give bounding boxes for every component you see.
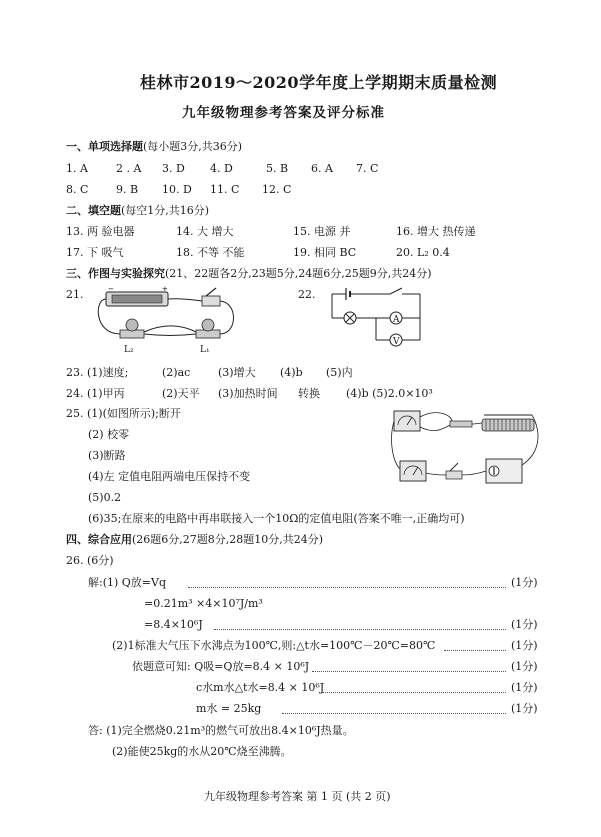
q24-part5: (4)b (5)2.0×10³ (346, 387, 433, 400)
solution-score-1: (1分) (511, 576, 538, 589)
fig21-label-l1: L₁ (200, 345, 210, 355)
page-subtitle: 九年级物理参考答案及评分标准 (182, 105, 385, 121)
q24-part1: 24. (1)甲丙 (66, 387, 125, 400)
section-4-heading (66, 533, 323, 547)
lamp-l1 (196, 319, 220, 338)
q24-part3: (3)加热时间 (218, 387, 278, 400)
solution-line-4: (2)1标准大气压下水沸点为100℃,则:△t水=100℃－20℃=80℃ (112, 639, 436, 652)
q23-part5: (5)内 (326, 366, 353, 379)
switch-device (446, 471, 462, 479)
answer-line-2: (2)能使25kg的水从20℃烧至沸腾。 (112, 745, 292, 758)
q23-part3: (3)增大 (218, 366, 256, 379)
fixed-resistor (450, 421, 472, 427)
section-3-heading (66, 267, 432, 281)
section-1-note: (每小题3分,共36分) (143, 140, 243, 153)
q23-part4: (4)b (280, 366, 303, 379)
answer-1: 1. A (66, 162, 88, 175)
solution-line-7: m水 = 25kg (196, 702, 262, 715)
solution-line-1: 解:(1) Q放=Vq (88, 576, 167, 589)
section-2-heading (66, 204, 209, 218)
fig22-label-ammeter: A (393, 315, 400, 325)
answer-18: 18. 不等 不能 (176, 246, 245, 259)
solution-score-4: (1分) (511, 639, 538, 652)
solution-line-6: c水m水△t水=8.4 × 10⁶J (196, 681, 325, 694)
answer-3: 3. D (162, 162, 185, 175)
section-3-title: 三、作图与实验探究 (66, 267, 165, 280)
page-footer: 九年级物理参考答案 第 1 页 (共 2 页) (204, 790, 391, 803)
answer-4: 4. D (210, 162, 233, 175)
q25-line1: 25. (1)(如图所示);断开 (66, 407, 181, 420)
section-1-title: 一、单项选择题 (66, 140, 143, 153)
switch (202, 296, 220, 306)
q26-heading: 26. (6分) (66, 554, 114, 567)
section-3-note: (21、22题各2分,23题5分,24题6分,25题9分,共24分) (165, 267, 432, 280)
svg-text:−: − (108, 285, 114, 293)
q23-part1: 23. (1)速度; (66, 366, 129, 379)
answer-12: 12. C (262, 183, 292, 196)
switch-symbol (390, 288, 402, 294)
answer-14: 14. 大 增大 (176, 225, 234, 238)
figure-21-circuit (92, 284, 240, 356)
q24-part2: (2)天平 (162, 387, 200, 400)
svg-text:+: + (162, 285, 168, 293)
q21-label: 21. (66, 288, 84, 301)
q25-line5: (5)0.2 (88, 491, 122, 504)
q25-line2: (2) 校零 (88, 428, 130, 441)
section-2-title: 二、填空题 (66, 204, 121, 217)
answer-5: 5. B (266, 162, 289, 175)
q22-label: 22. (298, 288, 316, 301)
answer-20: 20. L₂ 0.4 (396, 246, 450, 259)
voltmeter-device (394, 411, 420, 431)
solution-line-2: =0.21m³ ×4×10⁷J/m³ (144, 597, 263, 610)
fig21-label-l2: L₂ (124, 345, 134, 355)
answer-11: 11. C (210, 183, 240, 196)
figure-25-apparatus (390, 403, 542, 499)
answer-9: 9. B (116, 183, 139, 196)
solution-line-3: =8.4×10⁶J (144, 618, 203, 631)
q25-line6: (6)35;在原来的电路中再串联接入一个10Ω的定值电阻(答案不唯一,正确均可) (88, 512, 465, 525)
section-4-note: (26题6分,27题8分,28题10分,共24分) (132, 533, 324, 546)
answer-16: 16. 增大 热传递 (396, 225, 476, 238)
figure-22-circuit (326, 284, 426, 354)
answer-10: 10. D (162, 183, 192, 196)
answer-17: 17. 下 吸气 (66, 246, 124, 259)
solution-score-6: (1分) (511, 681, 538, 694)
solution-score-3: (1分) (511, 618, 538, 631)
section-2-note: (每空1分,共16分) (121, 204, 210, 217)
page-title: 桂林市2019～2020学年度上学期期末质量检测 (140, 73, 498, 92)
answer-2: 2 . A (116, 162, 142, 175)
answer-6: 6. A (311, 162, 333, 175)
section-4-title: 四、综合应用 (66, 533, 132, 546)
q23-part2: (2)ac (162, 366, 191, 379)
q25-line3: (3)断路 (88, 449, 126, 462)
answer-7: 7. C (356, 162, 379, 175)
solution-score-5: (1分) (511, 660, 538, 673)
section-1-heading (66, 140, 242, 154)
answer-19: 19. 相同 BC (293, 246, 357, 259)
solution-line-5: 依题意可知: Q吸=Q放=8.4 × 10⁶J (132, 660, 310, 673)
fig22-label-voltmeter: V (393, 337, 400, 347)
answer-8: 8. C (66, 183, 89, 196)
q25-line4: (4)左 定值电阻两端电压保持不变 (88, 470, 251, 483)
ammeter-device (400, 461, 426, 481)
answer-15: 15. 电源 并 (293, 225, 351, 238)
answer-line-1: 答: (1)完全燃烧0.21m³的燃气可放出8.4×10⁶J热量。 (88, 724, 354, 737)
lamp-l2 (120, 319, 144, 338)
answer-13: 13. 两 验电器 (66, 225, 135, 238)
q24-part4: 转换 (298, 387, 320, 400)
solution-score-7: (1分) (511, 702, 538, 715)
